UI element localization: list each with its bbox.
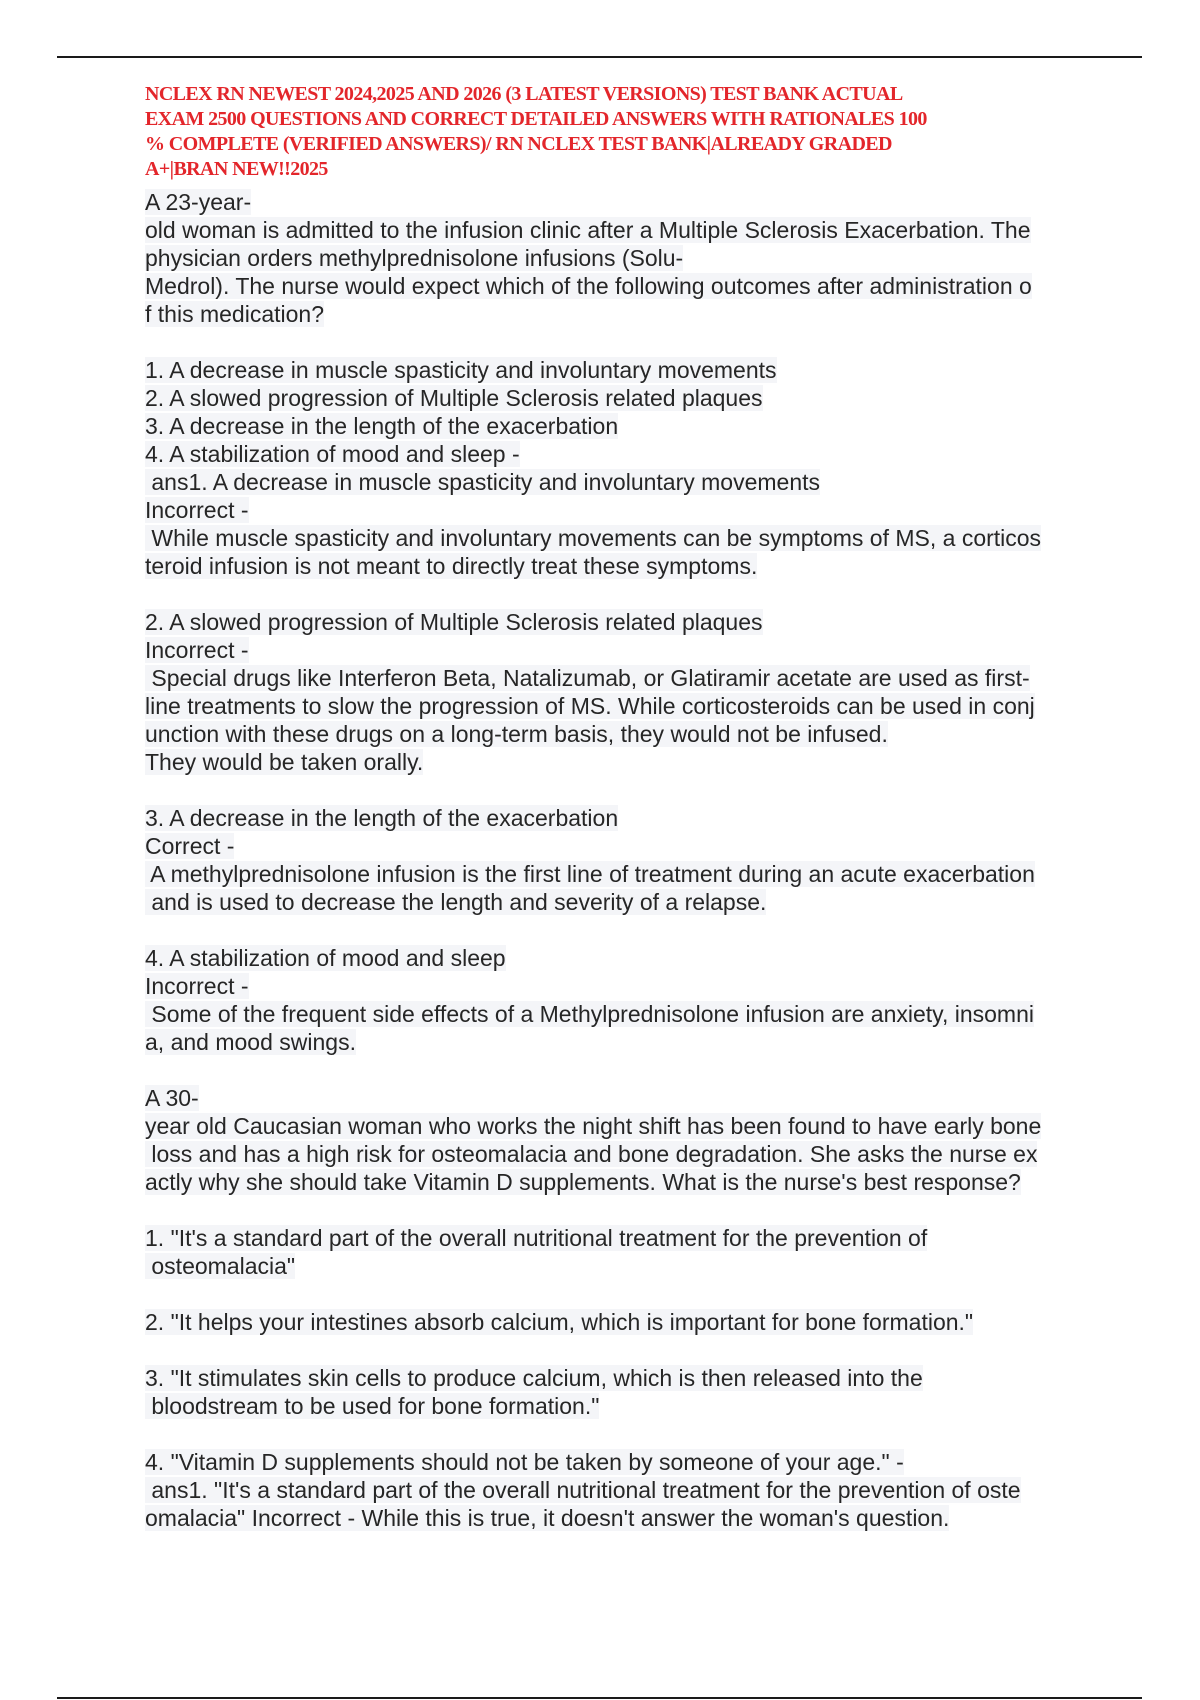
rationale-line: ans1. A decrease in muscle spasticity and involuntary movements: [145, 469, 821, 495]
title-line: % COMPLETE (VERIFIED ANSWERS)/ RN NCLEX TEST BANK|ALREADY GRADED: [145, 133, 892, 155]
rationale-line: line treatments to slow the progression of MS. While corticosteroids can be used in conj: [145, 693, 1035, 719]
stem-line: physician orders methylprednisolone infusions (Solu-: [145, 245, 684, 271]
option-line: 2. A slowed progression of Multiple Sclerosis related plaques: [145, 385, 763, 411]
title-line: EXAM 2500 QUESTIONS AND CORRECT DETAILED ANSWERS WITH RATIONALES 100: [145, 108, 927, 130]
stem-line: old woman is admitted to the infusion clinic after a Multiple Sclerosis Exacerbation. The: [145, 217, 1031, 243]
rationale-line: 4. A stabilization of mood and sleep: [145, 945, 506, 971]
stem-line: Medrol). The nurse would expect which of the following outcomes after administration o: [145, 273, 1032, 299]
rationale-line: a, and mood swings.: [145, 1029, 356, 1055]
question-2-stem: [145, 1084, 1090, 1196]
rationale-3: [145, 804, 1090, 916]
option-line: 3. A decrease in the length of the exacerbation: [145, 413, 619, 439]
rationale-line: Incorrect -: [145, 973, 249, 999]
title-line: A+|BRAN NEW!!2025: [145, 158, 328, 180]
question-2-option-2: [145, 1308, 1090, 1336]
document-title: [145, 82, 1090, 182]
rationale-line: While muscle spasticity and involuntary movements can be symptoms of MS, a corticos: [145, 525, 1042, 551]
option-line: ans1. "It's a standard part of the overall nutritional treatment for the prevention of oste: [145, 1477, 1021, 1503]
option-line: 1. A decrease in muscle spasticity and involuntary movements: [145, 357, 777, 383]
rationale-line: Incorrect -: [145, 497, 249, 523]
rationale-line: A methylprednisolone infusion is the first line of treatment during an acute exacerbation: [145, 861, 1035, 887]
stem-line: A 23-year-: [145, 189, 252, 215]
document-page: [145, 82, 1090, 1532]
option-line: 1. "It's a standard part of the overall nutritional treatment for the prevention of: [145, 1225, 928, 1251]
stem-line: A 30-: [145, 1085, 199, 1111]
rationale-line: Incorrect -: [145, 637, 249, 663]
question-2-option-3: [145, 1364, 1090, 1420]
rationale-line: They would be taken orally.: [145, 749, 424, 775]
question-2-option-1: [145, 1224, 1090, 1280]
question-2-option-4: [145, 1448, 1090, 1532]
option-line: 3. "It stimulates skin cells to produce calcium, which is then released into the: [145, 1365, 923, 1391]
option-line: omalacia" Incorrect - While this is true, it doesn't answer the woman's question.: [145, 1505, 950, 1531]
rationale-1: [145, 468, 1090, 580]
bottom-rule: [57, 1697, 1142, 1699]
rationale-2: [145, 608, 1090, 776]
rationale-line: teroid infusion is not meant to directly treat these symptoms.: [145, 553, 758, 579]
rationale-line: Correct -: [145, 833, 235, 859]
question-1-options: [145, 356, 1090, 468]
top-rule: [57, 56, 1142, 58]
rationale-line: 3. A decrease in the length of the exacerbation: [145, 805, 619, 831]
option-line: bloodstream to be used for bone formation.": [145, 1393, 600, 1419]
stem-line: actly why she should take Vitamin D supplements. What is the nurse's best response?: [145, 1169, 1021, 1195]
option-line: 4. "Vitamin D supplements should not be taken by someone of your age." -: [145, 1449, 904, 1475]
stem-line: loss and has a high risk for osteomalacia and bone degradation. She asks the nurse ex: [145, 1141, 1038, 1167]
question-1-stem: [145, 188, 1090, 328]
rationale-line: 2. A slowed progression of Multiple Sclerosis related plaques: [145, 609, 763, 635]
option-line: 2. "It helps your intestines absorb calcium, which is important for bone formation.": [145, 1309, 974, 1335]
rationale-line: Special drugs like Interferon Beta, Natalizumab, or Glatiramir acetate are used as first-: [145, 665, 1030, 691]
rationale-line: and is used to decrease the length and severity of a relapse.: [145, 889, 767, 915]
rationale-line: unction with these drugs on a long-term basis, they would not be infused.: [145, 721, 888, 747]
option-line: osteomalacia": [145, 1253, 296, 1279]
stem-line: year old Caucasian woman who works the night shift has been found to have early bone: [145, 1113, 1042, 1139]
stem-line: f this medication?: [145, 301, 324, 327]
title-line: NCLEX RN NEWEST 2024,2025 AND 2026 (3 LATEST VERSIONS) TEST BANK ACTUAL: [145, 83, 903, 105]
rationale-4: [145, 944, 1090, 1056]
option-line: 4. A stabilization of mood and sleep -: [145, 441, 520, 467]
rationale-line: Some of the frequent side effects of a Methylprednisolone infusion are anxiety, insomni: [145, 1001, 1034, 1027]
